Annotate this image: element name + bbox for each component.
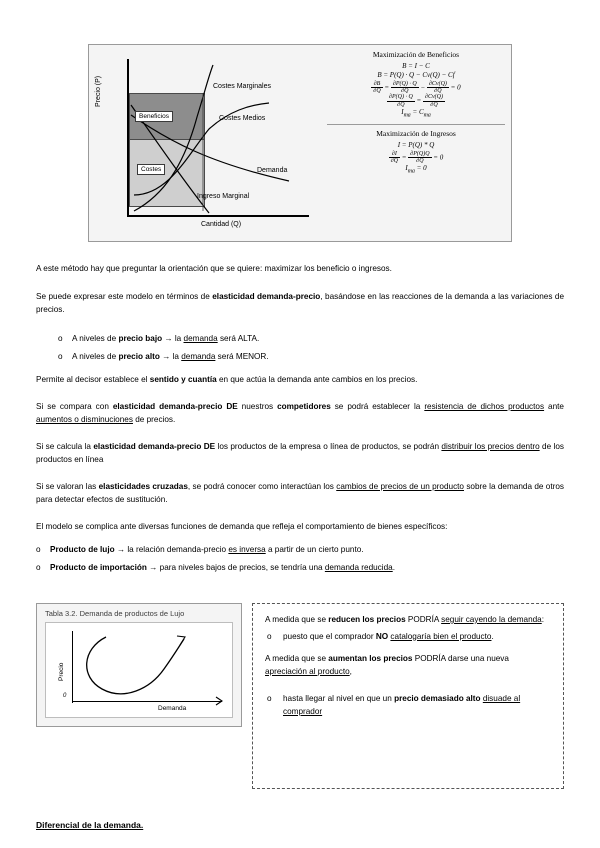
label-ingreso-marginal: Ingreso Marginal [197,193,250,200]
figure2-y-axis-label: Precio [58,662,65,681]
ima2-sub: ma [407,168,415,175]
equation-3-tail: = 0 [433,153,444,162]
p5-text-e: de los productos en línea [36,442,564,464]
figure-profit-maximization [88,44,512,242]
b2-text-b: precio alto [118,352,160,361]
b1-text-e: será ALTA. [217,334,260,343]
b4-text-c: demanda reducida [324,563,393,572]
figure1-equations [321,45,511,241]
b2-text-e: será MENOR. [215,352,269,361]
paragraph-1: A este método hay que preguntar la orientación que se quiere: maximizar los beneficio o ingresos. [36,264,392,273]
callout-paragraph-2 [265,653,551,678]
section-heading-diferencial: Diferencial de la demanda. [36,820,144,830]
callout-paragraph-1 [265,614,551,627]
b1-text-d: demanda [183,334,218,343]
figure2-origin-label: 0 [63,693,67,699]
frac-dCv-dQ: $\frac{\partial Cv(Q)}{\partial Q}$ [428,80,447,95]
bullet-marker: o [58,334,63,343]
c-p2-e: , [349,667,352,677]
p5-text-b: elasticidad demanda-precio DE [93,442,216,451]
ima2-symbol: I [405,164,408,173]
b3-text-a: Producto de lujo [50,545,115,554]
bullet-marker: o [36,563,41,572]
callout-box [252,603,564,789]
b3-text-b: → la relación demanda-precio [114,545,229,554]
equation-ima-zero [321,164,511,176]
figure1-curves [89,45,321,243]
frac-dPQQ-dQ: $\frac{\partial P(Q)Q}{\partial Q}$ [410,150,430,165]
bullet-marker: o [267,693,272,703]
figure1-chart [89,45,321,241]
c-p1-d: seguir cayendo la demanda [441,615,542,624]
c-p2-a: A medida que se [265,654,329,664]
b1-text-b: precio bajo [118,334,163,343]
figure2-title: Tabla 3.2. Demanda de productos de Lujo [45,609,185,618]
p3-text-c: en que actúa la demanda ante cambios en los precios. [216,375,418,384]
c-p1-b: reducen los precios [328,615,406,624]
p5-text-a: Si se calcula la [36,442,94,451]
label-beneficios: Beneficios [135,111,173,122]
figure2-plot [45,622,233,718]
c-s1-a: puesto que el comprador [283,631,376,641]
p2-text-c: , basándose en las reacciones de la demanda a las variaciones de precios. [36,292,564,314]
equation-derivative-2: $\frac{\partial P(Q) \cdot Q}{\partial Q}$ = $\frac{\partial Cv(Q)}{\partial Q}$ [389,94,443,108]
frac-dPQ-dQ-2: $\frac{\partial P(Q) \cdot Q}{\partial Q}$ [389,94,413,108]
cma-sub: ma [423,112,431,119]
figure2-curve [46,623,234,717]
p6-text-d: cambios de precios de un producto [336,482,464,491]
p4-text-f: resistencia de dichos productos [424,402,545,411]
list-item-precio-alto [58,351,558,363]
label-costes-medios: Costes Medios [219,115,266,122]
equation-ima-cma [321,108,511,120]
b2-text-c: → la [159,352,182,361]
b3-text-c: es inversa [228,545,266,554]
equation-i-pq: I = P(Q) * Q [397,141,435,150]
p4-text-h: aumentos o disminuciones [36,414,133,424]
p6-text-c: , se podrá conocer como interactúan los [187,482,337,491]
p2-text-a: Se puede expresar este modelo en términos de [36,292,213,301]
callout-sub-item-1 [267,631,551,644]
b1-text-a: A niveles de [72,334,119,343]
b4-text-d: . [392,563,395,572]
paragraph-2 [36,291,564,316]
panel-title-beneficios: Maximización de Beneficios [372,50,460,59]
p5-text-d: distribuir los precios dentro [441,442,540,451]
frac-dPQ-dQ: $\frac{\partial P(Q) \cdot Q}{\partial Q}$ [392,80,417,95]
c-p2-c: PODRÍA darse una nueva [412,654,509,664]
c-s2-d: disuade al comprador [283,693,521,716]
frac-dB-dQ: $\frac{\partial B}{\partial Q}$ [373,80,381,95]
frac-dI-dQ: $\frac{\partial I}{\partial Q}$ [390,150,399,165]
p2-text-b: elasticidad demanda-precio [212,292,321,301]
ima-symbol: I [401,108,404,117]
c-p1-e: : [541,615,545,624]
c-s1-e: . [491,631,494,641]
p5-text-c: los productos de la empresa o línea de productos, se podrán [215,442,442,451]
c-p2-d: apreciación al producto [265,667,350,677]
c-p1-a: A medida que se [265,615,329,624]
bullet-marker: o [58,352,63,361]
label-costes: Costes [137,164,165,175]
c-p2-b: aumentan los precios [328,654,413,664]
equation-b-expanded: B = P(Q) · Q − Cv(Q) − Cf [377,71,455,80]
list-item-precio-bajo [58,333,558,345]
c-s2-a: hasta llegar al nivel en que un [283,693,395,703]
b4-text-a: Producto de importación [50,563,147,572]
c-s1-d: catalogaría bien el producto [390,631,492,641]
frac-dCv-dQ-2: $\frac{\partial Cv(Q)}{\partial Q}$ [425,94,443,108]
b3-text-d: a partir de un cierto punto. [265,545,364,554]
b1-text-c: → la [162,334,184,343]
paragraph-5 [36,441,564,466]
equation-1-tail: = 0 [450,83,461,92]
p4-text-b: elasticidad demanda-precio DE [112,402,238,411]
figure2-x-axis-label: Demanda [158,705,187,712]
divider [327,124,505,125]
paragraph-6 [36,481,564,506]
panel-title-ingresos: Maximización de Ingresos [376,129,456,139]
c-s1-b: NO [375,631,389,641]
p4-text-d: competidores [277,402,331,411]
p6-text-b: elasticidades cruzadas [98,482,188,491]
bullet-marker: o [36,545,41,554]
paragraph-3 [36,374,564,387]
y-axis-label: Precio (P) [95,75,102,107]
c-p1-c: PODRÍA [405,615,442,624]
spacer [265,683,551,691]
label-costes-marginales: Costes Marginales [213,83,271,90]
p6-text-e: sobre la demanda de otros para detectar efectos de sustitución. [36,482,564,504]
p4-text-a: Si se compara con [36,402,113,411]
p3-text-b: sentido y cuantía [149,375,217,384]
paragraph-7: El modelo se complica ante diversas funciones de demanda que refleja el comportamiento de bienes específicos: [36,522,448,531]
ima-tail: = C [412,108,424,117]
p4-text-i: de precios. [132,414,176,424]
equation-b-i-c: B = I − C [402,62,430,70]
x-axis-label: Cantidad (Q) [201,221,242,228]
p4-text-c: nuestros [237,402,278,411]
list-item-producto-lujo [36,544,564,556]
equation-derivative-1: $\frac{\partial B}{\partial Q}$ = $\frac{\partial P(Q) \cdot Q}{\partial Q}$ − $\frac{\partial Cv(Q)}{\partial Q}$ = 0 [373,80,461,95]
ima-sub: ma [403,112,411,119]
list-item-producto-importacion [36,562,564,574]
equation-derivative-3: $\frac{\partial I}{\partial Q}$ = $\frac{\partial P(Q)Q}{\partial Q}$ = 0 [390,150,444,165]
bullet-marker: o [267,631,272,641]
paragraph-4 [36,401,564,426]
ima2-tail: = 0 [416,164,427,173]
b4-text-b: → para niveles bajos de precios, se tendría una [146,563,325,572]
label-demanda: Demanda [257,167,288,174]
callout-sub-item-2 [267,693,551,718]
b2-text-d: demanda [181,352,216,361]
c-s2-b: precio demasiado alto [394,693,481,703]
p4-text-g: ante [544,402,564,411]
p4-text-e: se podrá establecer la [330,402,425,411]
figure-demanda-lujo [36,603,242,727]
p6-text-a: Si se valoran las [36,482,99,491]
p3-text-a: Permite al decisor establece el [36,375,150,384]
b2-text-a: A niveles de [72,352,119,361]
